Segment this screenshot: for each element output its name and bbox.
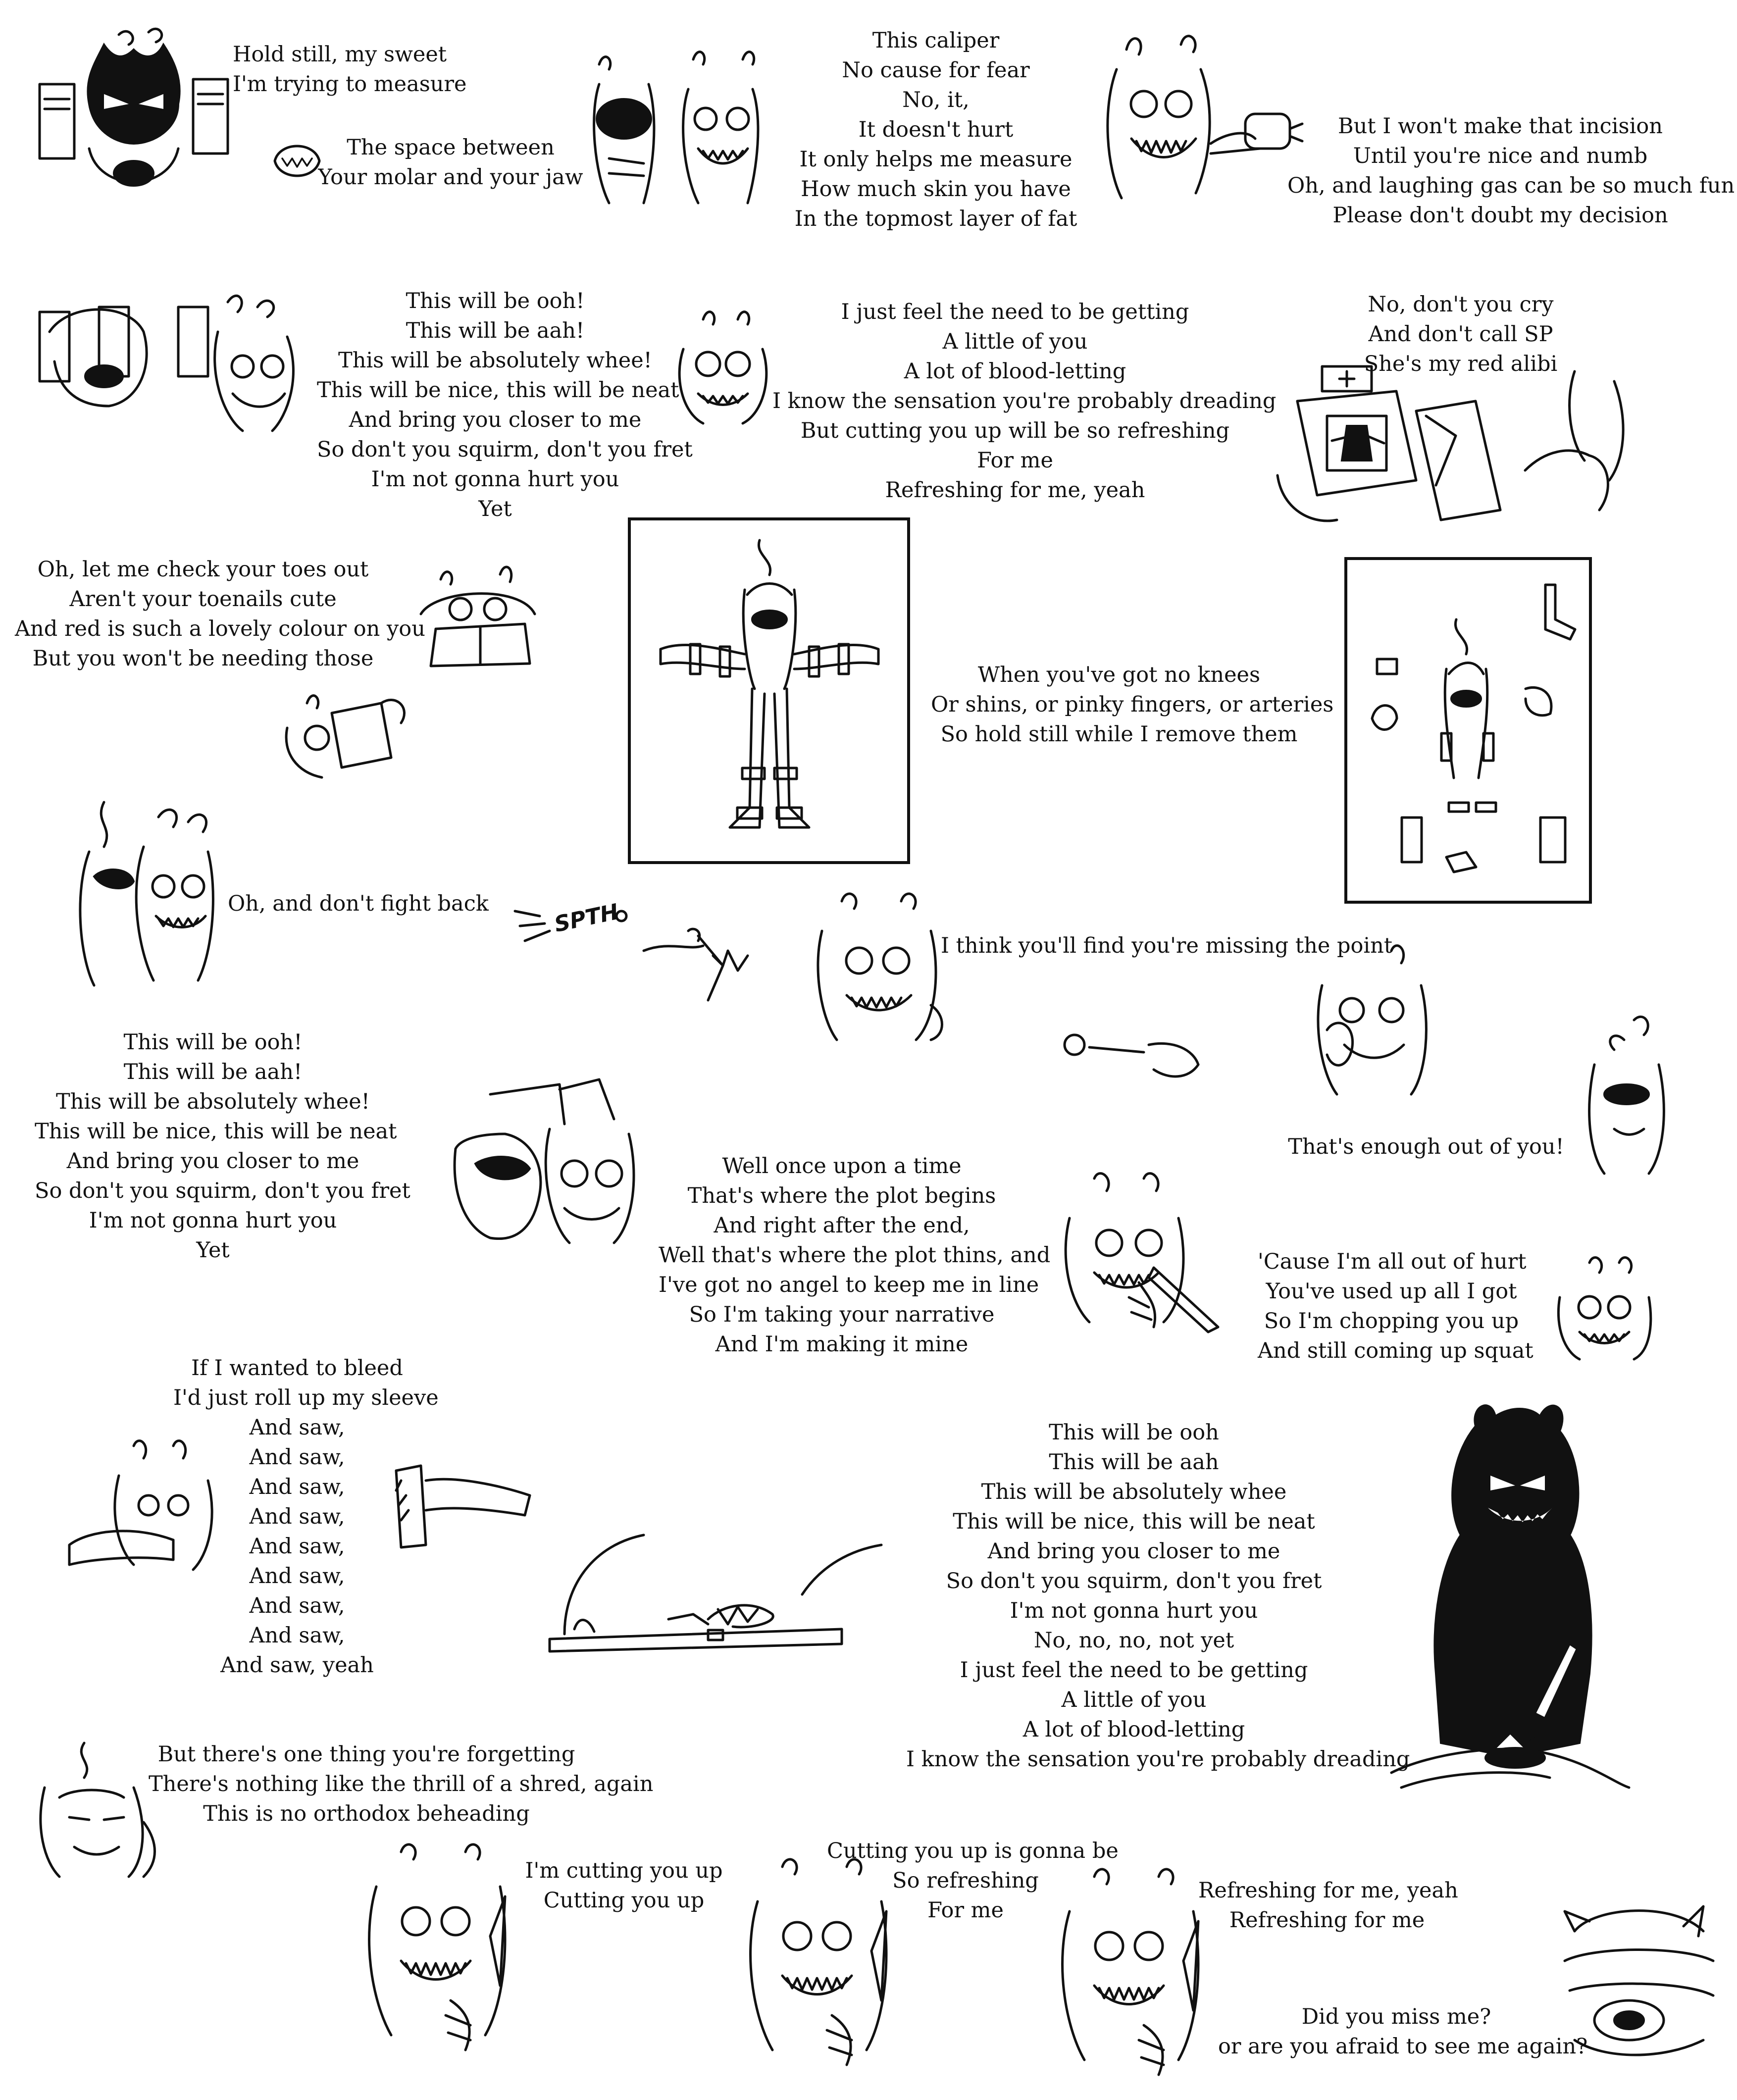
sfx-spit: SPTH — [552, 899, 621, 938]
illustration-thrown-eye — [1060, 1025, 1208, 1084]
illustration-dismembered-figure — [1357, 570, 1585, 892]
lyric-hold-still: Hold still, my sweet I'm trying to measure — [233, 42, 467, 97]
panel-dismembered-figure — [1344, 557, 1592, 904]
illustration-hair-face — [25, 1733, 173, 1882]
illustration-saw-scene — [545, 1515, 891, 1659]
lyric-bleed-saw: If I wanted to bleed I'd just roll up my sleeve And saw, And saw, And saw, And saw, And saw, And saw, And saw, And saw, And saw, yeah — [173, 1356, 439, 1678]
lyric-incision: But I won't make that incision Until you're nice and numb Oh, and laughing gas can be so much fun Please don't doubt my decision — [1287, 114, 1735, 228]
illustration-spit-effect — [510, 881, 629, 956]
panel-bound-figure — [628, 517, 910, 864]
lyric-chorus-3: This will be ooh This will be aah This will be absolutely whee This will be nice, this will be neat And bring you closer to me So don't you squirm, don't you fret I'm not gonna hurt you No, no, no, not yet I just feel the need to be getting A little of you A lot of blood-letting I know the sensation you're probably dreading — [906, 1420, 1410, 1772]
illustration-caliper-grin — [1097, 30, 1305, 208]
lyric-space-between: The space between Your molar and your jaw — [318, 135, 583, 190]
lyric-cutting-you-up: I'm cutting you up Cutting you up — [525, 1858, 723, 1913]
illustration-restraint-duo — [30, 287, 317, 436]
lyric-toes: Oh, let me check your toes out Aren't your toenails cute And red is such a lovely colour on you But you won't be needing those — [15, 557, 425, 671]
illustration-knife-holder — [1040, 1169, 1238, 1337]
illustration-reading-foot — [406, 560, 550, 668]
lyric-caliper: This caliper No cause for fear No, it, It doesn't hurt It only helps me measure How much skin you have In the topmost layer of fat — [794, 28, 1077, 231]
illustration-grinning-head — [802, 881, 951, 1045]
lyric-no-knees: When you've got no knees Or shins, or pinky fingers, or arteries So hold still while I remove them — [931, 663, 1334, 747]
illustration-shadow-figure — [1381, 1396, 1644, 1802]
lyric-dont-cry: No, don't you cry And don't call SP She's my red alibi — [1364, 292, 1558, 376]
illustration-mouth-closeup — [270, 131, 324, 186]
lyric-refreshing-end: Refreshing for me, yeah Refreshing for me — [1198, 1878, 1458, 1933]
illustration-knife-grin-2 — [738, 1852, 896, 2075]
lyric-chorus-2: This will be ooh! This will be aah! This will be absolutely whee! This will be nice, this will be neat And bring you closer to me So don't you squirm, don't you fret I'm not gonna hurt you Yet — [35, 1030, 410, 1263]
illustration-sly-grin — [1545, 1253, 1664, 1362]
illustration-saw-arm — [386, 1451, 540, 1550]
lyric-enough: That's enough out of you! — [1288, 1134, 1564, 1159]
illustration-masked-figure-right — [1575, 1010, 1674, 1178]
lyric-out-of-hurt: 'Cause I'm all out of hurt You've used up all I got So I'm chopping you up And still coming up squat — [1258, 1249, 1533, 1363]
illustration-sideways-head — [1545, 1892, 1723, 2070]
illustration-scared-reader — [267, 683, 411, 782]
illustration-dark-doctor-restraint — [30, 25, 233, 203]
illustration-sleeve-roll — [59, 1436, 218, 1575]
illustration-caliper-pair — [579, 45, 767, 213]
lyric-gonna-be: Cutting you up is gonna be So refreshing For me — [827, 1839, 1119, 1923]
illustration-grin-peek — [664, 305, 777, 428]
lyric-chorus-1: This will be ooh! This will be aah! This will be absolutely whee! This will be nice, this will be neat And bring you closer to me So don't you squirm, don't you fret I'm not gonna hurt you Yet — [317, 289, 693, 521]
illustration-clutching-face — [1297, 941, 1446, 1104]
illustration-nurse-clipboard — [1268, 361, 1639, 525]
lyric-forgetting: But there's one thing you're forgetting There's nothing like the thrill of a shred, again This is no orthodox beheading — [149, 1742, 654, 1826]
lyric-miss-me: Did you miss me? or are you afraid to see me again? — [1218, 2004, 1588, 2059]
illustration-spitting-head — [639, 921, 758, 1010]
illustration-bound-figure — [641, 530, 898, 852]
illustration-clutched-pair — [59, 792, 223, 990]
lyric-dont-fight-back: Oh, and don't fight back — [228, 891, 489, 916]
lyric-missing-point: I think you'll find you're missing the point — [941, 933, 1393, 958]
illustration-knife-grin-1 — [357, 1837, 515, 2065]
lyric-need-getting-1: I just feel the need to be getting A little of you A lot of blood-letting I know the sensation you're probably dreading But cutting you up will be so refreshing For me Refreshing for me, yeah — [772, 300, 1277, 503]
illustration-dark-duo — [436, 1065, 644, 1248]
illustration-knife-grin-3 — [1050, 1862, 1208, 2080]
lyric-once-upon: Well once upon a time That's where the plot begins And right after the end, Well that's where the plot thins, and I've got no angel to keep me in line So I'm taking your narrative And I'm making it mine — [659, 1154, 1051, 1357]
